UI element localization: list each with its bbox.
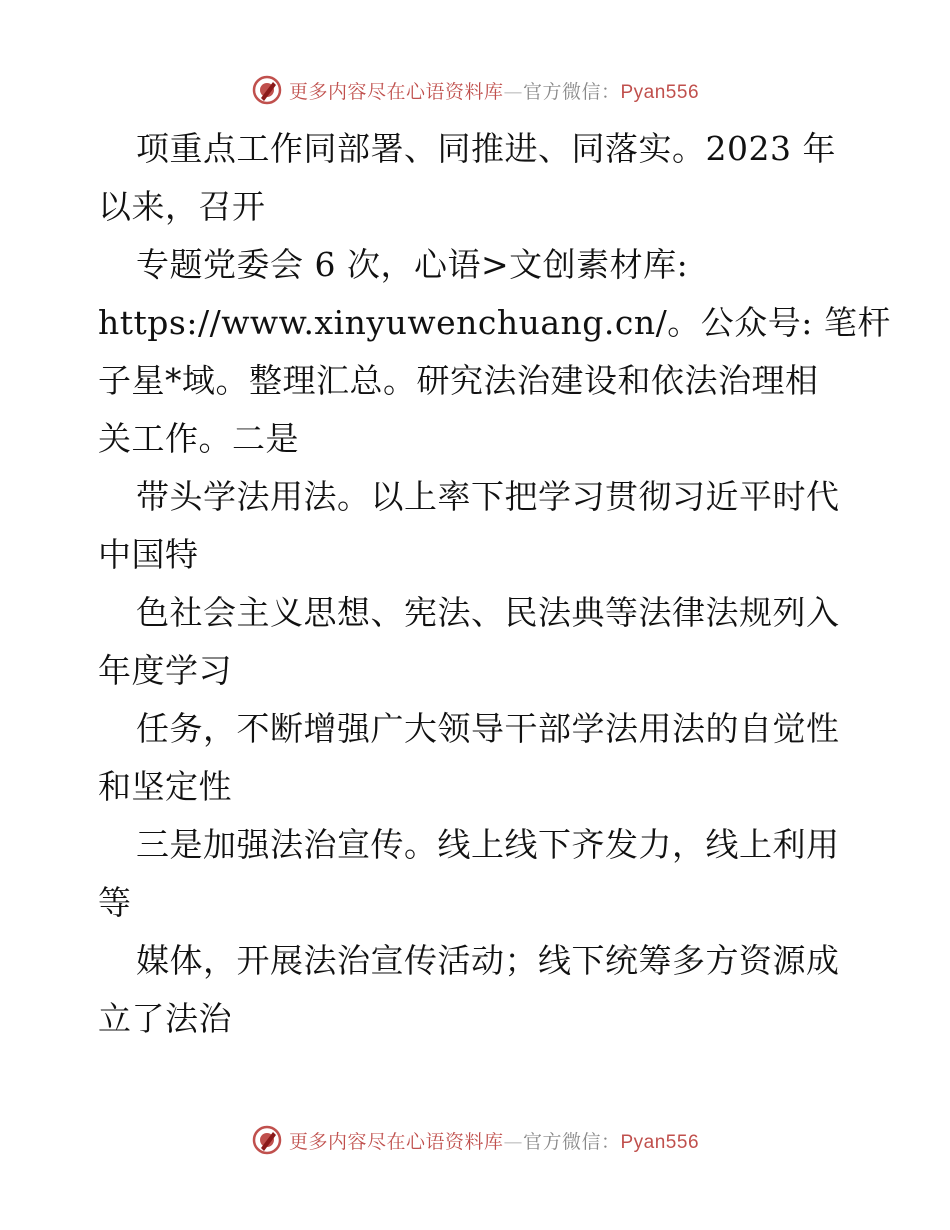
text-line-1: 项重点工作同部署、同推进、同落实。2023 年 [136,129,836,168]
watermark-text [289,1127,699,1154]
watermark-wechat-id: Pyan556 [620,81,700,103]
text-line-2: 以来，召开 [98,187,266,226]
text-line-5: 子星*域。整理汇总。研究法治建设和依法治理相 [98,361,819,400]
watermark-separator: — [503,1130,523,1153]
footer-watermark [0,1120,950,1160]
text-line-14: 等 [98,883,132,922]
brand-logo-icon [251,74,283,106]
document-body [98,120,891,1048]
text-line-9: 色社会主义思想、宪法、民法典等法律法规列入 [136,593,840,632]
watermark-separator: — [503,80,523,103]
watermark-brand: 更多内容尽在心语资料库 [288,1130,504,1153]
watermark-text [289,77,699,104]
text-line-10: 年度学习 [98,651,232,690]
watermark-official-label: 官方微信： [522,80,621,103]
text-line-4: https://www.xinyuwenchuang.cn/。公众号: 笔杆 [98,303,891,342]
text-line-12: 和坚定性 [98,767,232,806]
text-line-13: 三是加强法治宣传。线上线下齐发力，线上利用 [136,825,840,864]
brand-logo-icon [251,1124,283,1156]
header-watermark [0,70,950,110]
text-line-6: 关工作。二是 [98,419,299,458]
text-line-7: 带头学法用法。以上率下把学习贯彻习近平时代 [136,477,840,516]
text-line-8: 中国特 [98,535,199,574]
watermark-wechat-id: Pyan556 [620,1131,700,1153]
watermark-official-label: 官方微信： [522,1130,621,1153]
text-line-3: 专题党委会 6 次，心语>文创素材库: [136,245,689,284]
text-line-16: 立了法治 [98,999,232,1038]
text-line-15: 媒体，开展法治宣传活动；线下统筹多方资源成 [136,941,840,980]
text-line-11: 任务，不断增强广大领导干部学法用法的自觉性 [136,709,840,748]
watermark-brand: 更多内容尽在心语资料库 [288,80,504,103]
